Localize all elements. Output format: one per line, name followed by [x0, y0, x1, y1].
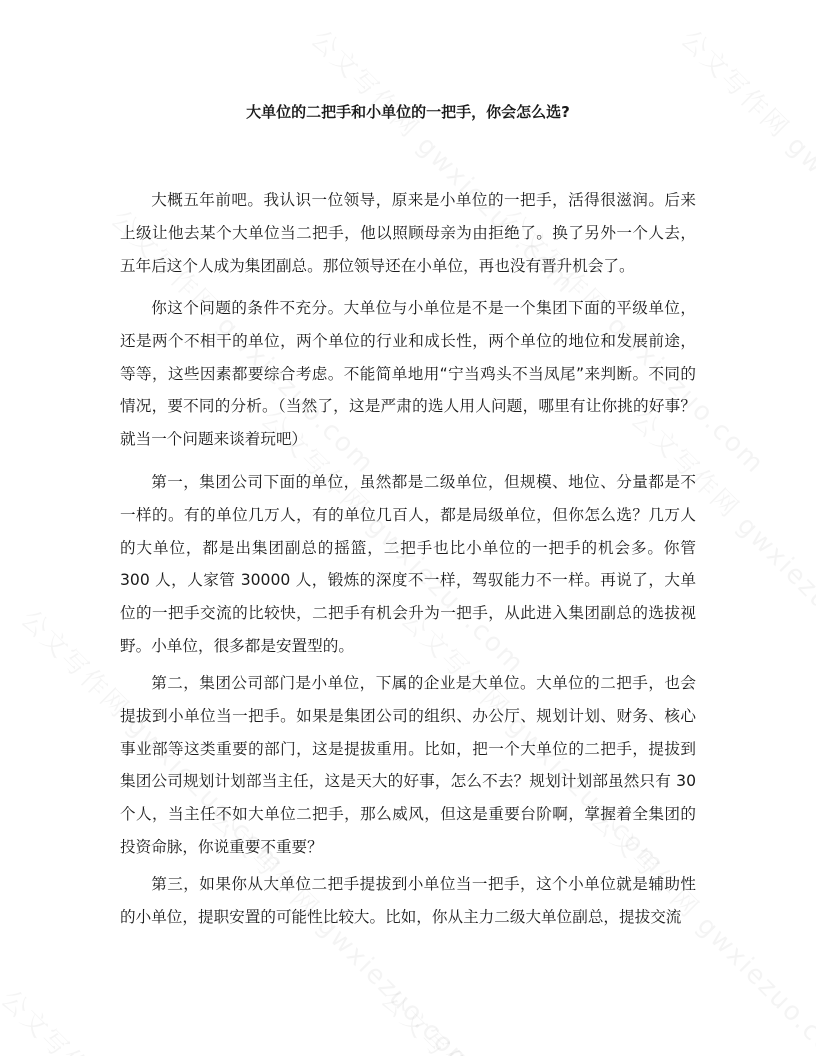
watermark-text	[0, 980, 275, 1056]
paragraph-3: 第一，集团公司下面的单位，虽然都是二级单位，但规模、地位、分量都是不一样的。有的单位几万人，有的单位几百人，都是局级单位，但你怎么选？几万人的大单位，都是出集团副总的摇篮，二把手也比小单位的一把手的机会多。你管 300 人，人家管 30000 人，锻炼的深度不一样，驾驭能力不一样。再说了，大单位的一把手交流的比较快，二把手有机会升为一把手，从此进入集团副总的选拔视野。小单位，很多都是安置型的。	[120, 473, 696, 655]
watermark-text	[374, 980, 655, 1056]
paragraph-1: 大概五年前吧。我认识一位领导，原来是小单位的一把手，活得很滋润。后来上级让他去某个大单位当二把手，他以照顾母亲为由拒绝了。换了另外一个人去，五年后这个人成为集团副总。那位领导还在小单位，再也没有晋升机会了。	[120, 191, 696, 275]
paragraph-4: 第二，集团公司部门是小单位，下属的企业是大单位。大单位的二把手，也会提拔到小单位当一把手。如果是集团公司的组织、办公厅、规划计划、财务、核心事业部等这类重要的部门，这是提拔重用。比如，把一个大单位的二把手，提拔到集团公司规划计划部当主任，这是天大的好事，怎么不去？规划计划部虽然只有 30 个人，当主任不如大单位二把手，那么威风，但这是重要台阶啊，掌握着全集团的投资命脉，你说重要不重要？	[120, 674, 696, 856]
page-title: 大单位的二把手和小单位的一把手，你会怎么选?	[246, 103, 570, 121]
paragraph-2: 你这个问题的条件不充分。大单位与小单位是不是一个集团下面的平级单位，还是两个不相干的单位，两个单位的行业和成长性，两个单位的地位和发展前途，等等，这些因素都要综合考虑。不能简单地用“宁当鸡头不当凤尾”来判断。不同的情况，要不同的分析。（当然了，这是严肃的选人用人问题，哪里有让你挑的好事？就当一个问题来谈着玩吧）	[120, 299, 696, 449]
paragraph-5: 第三，如果你从大单位二把手提拔到小单位当一把手，这个小单位就是辅助性的小单位，提职安置的可能性比较大。比如，你从主力二级大单位副总，提拔交流	[120, 875, 696, 926]
